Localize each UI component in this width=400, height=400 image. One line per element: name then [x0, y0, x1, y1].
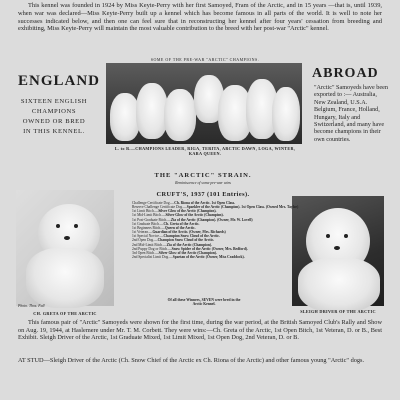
photo-credit: Photo. Thos. Fall	[18, 304, 45, 308]
awards-footer-line: Arctic Kennel.	[192, 302, 216, 307]
awards-footer	[132, 298, 276, 307]
award-row: 2nd Specialist Limit Dog.—Spartan of the Arctic (Owner, Miss Craddock).	[132, 255, 245, 260]
awards-footer-line: Of all these Winners, SEVEN were bred in the	[167, 298, 241, 302]
abroad-text: "Arctic" Samoyeds have been exported to :— Australia, New Zealand, U.S.A. Belgium, France, Holland, Hungary, Italy and Switzerland, and many have become champions in their own countries.	[314, 84, 388, 143]
group-photo-heading: SOME OF THE PRE-WAR "ARCTIC" CHAMPIONS.	[150, 57, 260, 62]
greta-caption: CH. GRETA OF THE ARCTIC	[33, 311, 97, 316]
intro-paragraph: This kennel was founded in 1924 by Miss Keyte-Perry with her first Samoyed, Fram of the Arctic, and in 15 years —that is, until 1939, when war was declared—Miss Keyte-Perry built up a kennel which has become famous in all parts of the world. It is well to note her successes indicated below, and then one can feel sure that in reconstructing her kennel after four years' cessation from breeding and exhibiting, Miss Keyte-Perry will maintain the most valuable contribution to the breed with her post-war "Arctic" kennel.	[18, 2, 382, 33]
award-row: 3rd Open Bitch.—Silver Glow of the Arctic (Champion).	[132, 250, 217, 255]
award-row: 2nd Open Dog.—Champion Snow Cloud of the Arctic.	[132, 238, 215, 243]
award-row: 1st Post-Graduate Bitch.—Zia of the Arctic (Champion). (Owner, Mr. W. Lovell)	[132, 217, 253, 222]
bottom-paragraph: This famous pair of "Arctic" Samoyeds were shown for the first time, during the war period, at the British Samoyed Club's Rally and Show on Aug. 19, 1944, at Haslemere under Mr. T. M. Corbett. They were wins:—Ch. Greta of the Arctic, 1st Open Bitch, 1st Veteran, D. or B., Best Exhibit. Sleigh Driver of the Arctic, 1st Graduate Mixed, 1st Limit Mixed, 1st Open Dog, 2nd Veteran, D. or B.	[18, 319, 382, 342]
awards-list	[132, 201, 299, 260]
group-photo-caption: L. to R.—CHAMPIONS LEADER, RIGA, TERITA, ARCTIC DAWN, LOGA, WINTER, KARA QUEEN.	[114, 146, 296, 157]
england-line: IN THIS KENNEL.	[23, 128, 85, 135]
group-photo	[106, 63, 302, 144]
award-row: Reserve Challenge Certificate Dog.—Sparkler of the Arctic (Champion). 1st Open Class. (Owned Mrs. Taylor)	[132, 205, 299, 210]
england-line: SIXTEEN ENGLISH	[20, 98, 88, 105]
award-row: 1st Graduate Bitch.—Ch. Greta of the Arctic.	[132, 221, 200, 226]
award-row: 2nd Mid-Limit Bitch.—Zia of the Arctic (Champion).	[132, 242, 213, 247]
award-row: 1st Special Novice.—Champion Snow Cloud of the Arctic.	[132, 234, 220, 239]
sleigh-driver-caption: SLEIGH DRIVER OF THE ARCTIC	[300, 309, 376, 314]
award-row: 1st Veteran.—Guardian of the Arctic. (Owner, Mrs. Richards)	[132, 230, 226, 235]
award-row: 1st Limit Bitch.—Silver Glow of the Arctic (Champion).	[132, 209, 217, 214]
strain-title: THE "ARCTIC" STRAIN.	[154, 172, 252, 179]
greta-photo	[16, 190, 114, 306]
england-champions-text	[12, 97, 96, 137]
abroad-heading: ABROAD	[312, 66, 379, 81]
award-row: 1st Mid-Limit Bitch.—Silver Glow of the Arctic (Champion).	[132, 213, 224, 218]
award-row: Challenge Certificate Dog.—Ch. Riona of the Arctic. 1st Open Class.	[132, 201, 236, 205]
award-row: 2nd Puppy Dog or Bitch.—Snow Spider of the Arctic (Owner, Mrs. Bedford).	[132, 246, 248, 251]
england-heading: ENGLAND	[18, 73, 101, 89]
england-line: CHAMPIONS	[31, 108, 77, 115]
strain-subtitle: Reminiscence of some pre-war wins	[175, 181, 231, 185]
england-line: OWNED OR BRED	[22, 118, 86, 125]
stud-paragraph: AT STUD—Sleigh Driver of the Arctic (Ch. Snow Chief of the Arctic ex Ch. Riona of the Arctic) and other famous young "Arctic" dogs.	[18, 357, 365, 364]
crufts-heading: CRUFT'S, 1937 (101 Entries).	[156, 191, 250, 198]
award-row: 1st Beginners Bitch.—Queen of the Arctic.	[132, 225, 196, 230]
sleigh-driver-photo	[292, 196, 384, 306]
